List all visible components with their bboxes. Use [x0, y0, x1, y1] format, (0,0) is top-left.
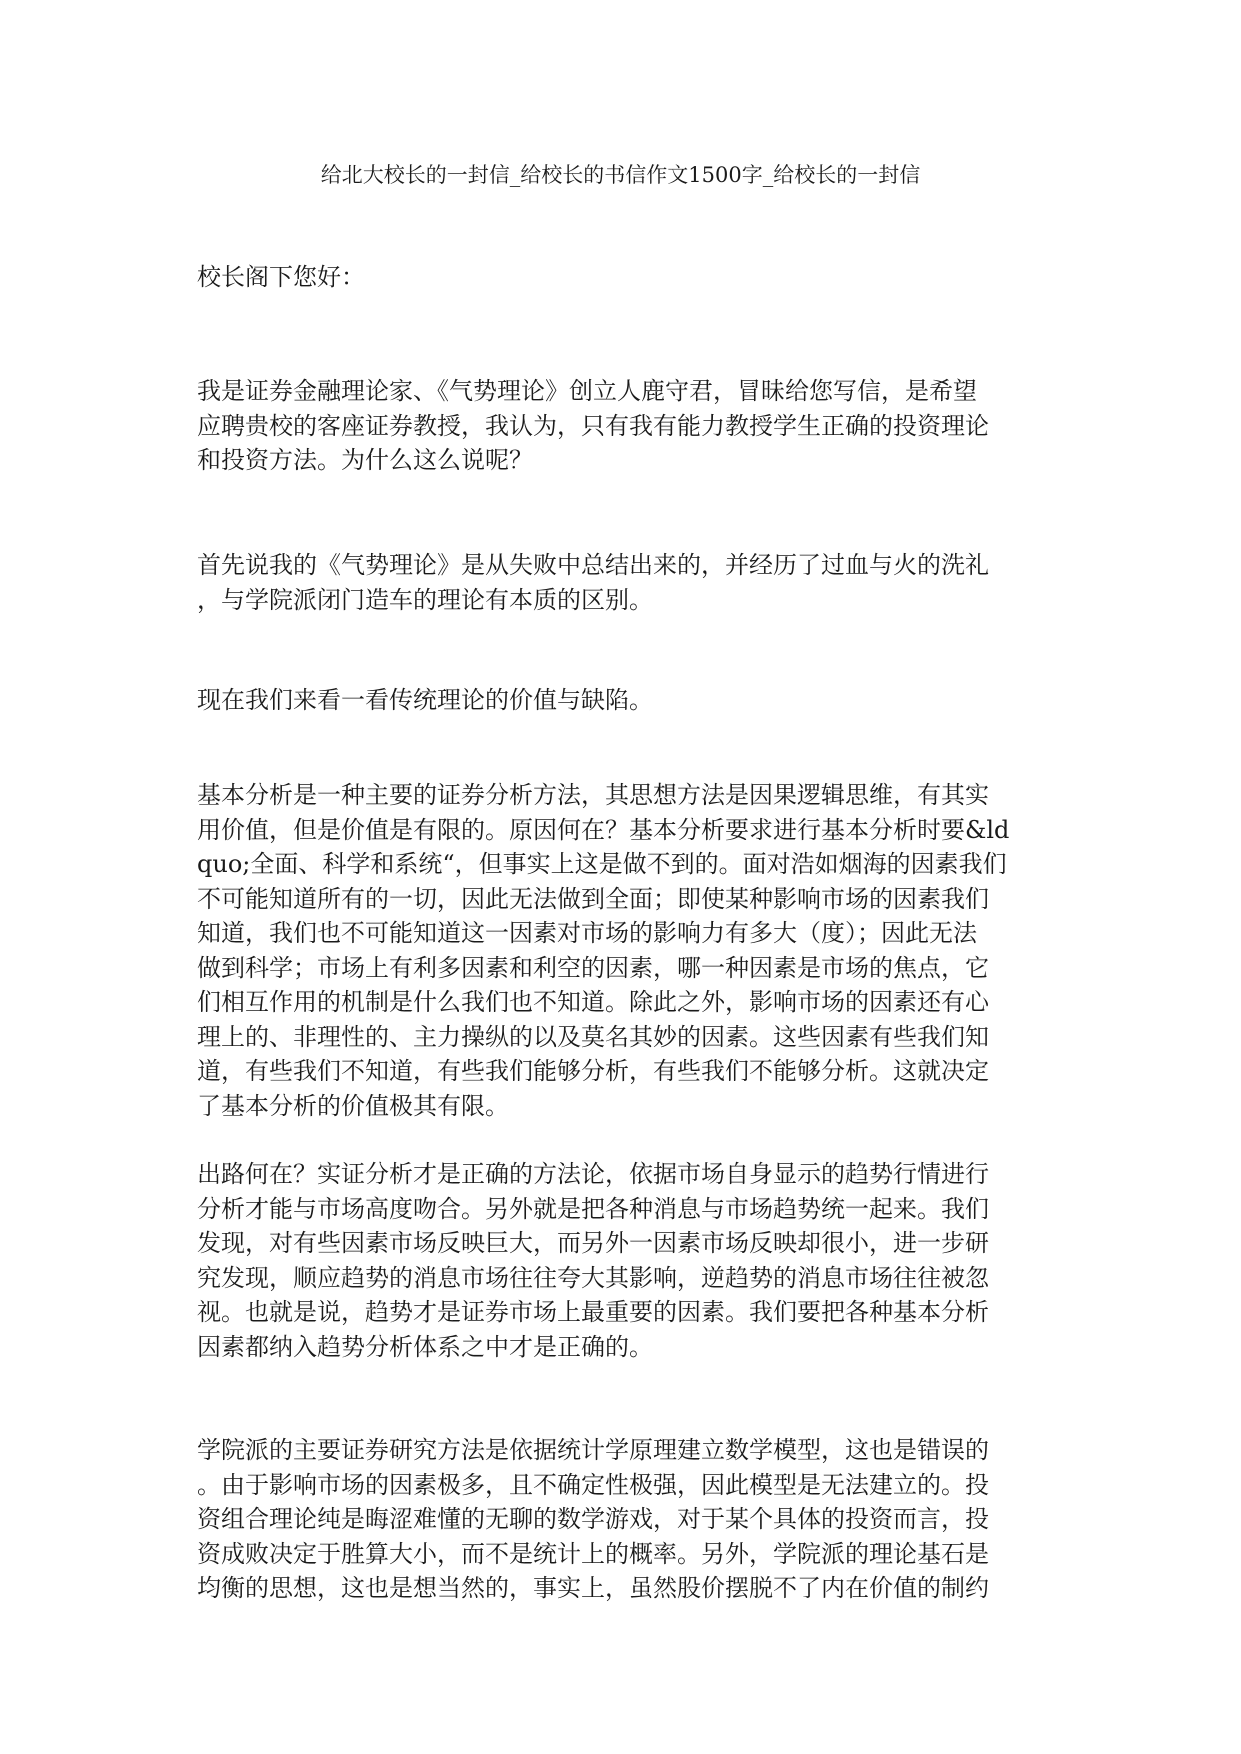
paragraph-line: 知道，我们也不可能知道这一因素对市场的影响力有多大（度）；因此无法 — [197, 919, 977, 947]
paragraph-line: 了基本分析的价值极其有限。 — [197, 1091, 509, 1120]
paragraph-line: ，与学院派闭门造车的理论有本质的区别。 — [197, 585, 653, 614]
paragraph-line: 用价值，但是价值是有限的。原因何在？基本分析要求进行基本分析时要&ld — [197, 815, 1010, 844]
paragraph-empirical-analysis — [197, 1157, 1047, 1364]
paragraph-line: 做到科学；市场上有利多因素和利空的因素，哪一种因素是市场的焦点，它 — [197, 953, 989, 982]
paragraph-line: 和投资方法。为什么这么说呢？ — [197, 446, 533, 474]
paragraph-line: 我是证券金融理论家、《气势理论》创立人鹿守君，冒昧给您写信，是希望 — [197, 377, 977, 405]
paragraph-line: 首先说我的《气势理论》是从失败中总结出来的，并经历了过血与火的洗礼 — [197, 551, 989, 579]
paragraph-line: 出路何在？实证分析才是正确的方法论，依据市场自身显示的趋势行情进行 — [197, 1160, 989, 1188]
paragraph-line: 现在我们来看一看传统理论的价值与缺陷。 — [197, 686, 653, 714]
paragraph-line: 资组合理论纯是晦涩难懂的无聊的数学游戏，对于某个具体的投资而言，投 — [197, 1505, 989, 1533]
paragraph-fundamental-analysis — [197, 778, 1047, 1123]
paragraph-line: 道，有些我们不知道，有些我们能够分析，有些我们不能够分析。这就决定 — [197, 1057, 989, 1085]
paragraph-line: 发现，对有些因素市场反映巨大，而另外一因素市场反映却很小，进一步研 — [197, 1229, 989, 1257]
paragraph-line: 视。也就是说，趋势才是证券市场上最重要的因素。我们要把各种基本分析 — [197, 1298, 989, 1326]
paragraph-line: 理上的、非理性的、主力操纵的以及莫名其妙的因素。这些因素有些我们知 — [197, 1022, 989, 1051]
paragraph-line: 学院派的主要证券研究方法是依据统计学原理建立数学模型，这也是错误的 — [197, 1436, 989, 1464]
paragraph-line: 均衡的思想，这也是想当然的，事实上，虽然股价摆脱不了内在价值的制约 — [197, 1574, 989, 1602]
document-title: 给北大校长的一封信_给校长的书信作文1500字_给校长的一封信 — [320, 163, 921, 187]
paragraph-line: 。由于影响市场的因素极多，且不确定性极强，因此模型是无法建立的。投 — [197, 1470, 989, 1499]
paragraph-line: 不可能知道所有的一切，因此无法做到全面；即使某种影响市场的因素我们 — [197, 884, 989, 913]
greeting: 校长阁下您好： — [197, 263, 365, 291]
paragraph-line: 因素都纳入趋势分析体系之中才是正确的。 — [197, 1332, 653, 1361]
paragraph-academic-methods — [197, 1433, 1047, 1606]
paragraph-line: 资成败决定于胜算大小，而不是统计上的概率。另外，学院派的理论基石是 — [197, 1539, 989, 1568]
paragraph-line: 分析才能与市场高度吻合。另外就是把各种消息与市场趋势统一起来。我们 — [197, 1194, 989, 1223]
paragraph-line: 应聘贵校的客座证券教授，我认为，只有我有能力教授学生正确的投资理论 — [197, 411, 989, 440]
paragraph-traditional-theory — [197, 683, 1047, 718]
paragraph-line: 基本分析是一种主要的证券分析方法，其思想方法是因果逻辑思维，有其实 — [197, 781, 989, 809]
paragraph-intro — [197, 374, 1047, 478]
paragraph-line: quo;全面、科学和系统“，但事实上这是做不到的。面对浩如烟海的因素我们 — [197, 850, 1007, 878]
paragraph-line: 究发现，顺应趋势的消息市场往往夸大其影响，逆趋势的消息市场往往被忽 — [197, 1263, 989, 1292]
paragraph-line: 们相互作用的机制是什么我们也不知道。除此之外，影响市场的因素还有心 — [197, 988, 989, 1016]
paragraph-theory-origin — [197, 548, 1047, 617]
